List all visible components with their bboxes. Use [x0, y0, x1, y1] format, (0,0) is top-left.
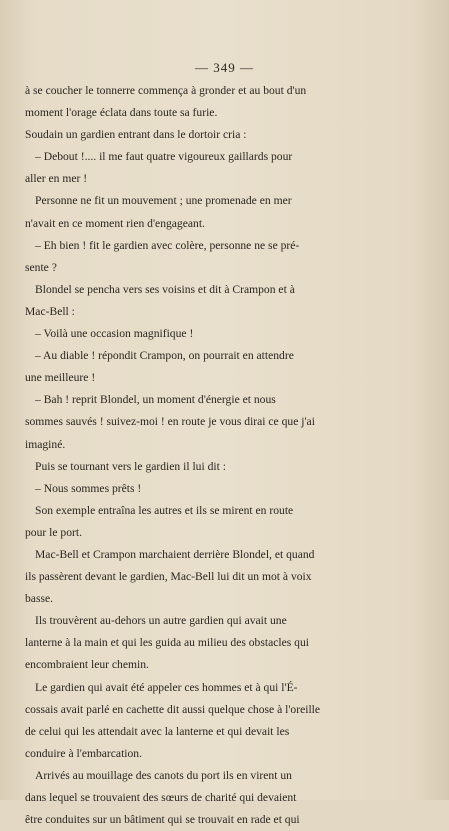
text-line: ils passèrent devant le gardien, Mac-Bell lui dit un mot à voix: [25, 570, 312, 584]
text-line: sommes sauvés ! suivez-moi ! en route je vous dirai ce que j'ai: [25, 415, 315, 429]
text-line: Ils trouvèrent au-dehors un autre gardien qui avait une: [35, 614, 287, 628]
text-line: aller en mer !: [25, 172, 88, 186]
text-line: Son exemple entraîna les autres et ils se mirent en route: [35, 503, 294, 517]
text-line: basse.: [25, 592, 54, 606]
text-line: de celui qui les attendait avec la lanterne et qui devait les: [25, 724, 290, 738]
text-line: dans lequel se trouvaient des sœurs de charité qui devaient: [25, 791, 297, 804]
text-line: – Eh bien ! fit le gardien avec colère, personne ne se pré-: [35, 238, 300, 252]
text-line: Mac-Bell et Crampon marchaient derrière Blondel, et quand: [35, 547, 315, 561]
text-line: sente ?: [25, 260, 57, 274]
text-line: n'avait en ce moment rien d'engageant.: [25, 216, 205, 230]
text-line: – Au diable ! répondit Crampon, on pourrait en attendre: [35, 349, 294, 363]
text-line: – Bah ! reprit Blondel, un moment d'énergie et nous: [35, 393, 276, 407]
text-line: moment l'orage éclata dans toute sa furie.: [25, 106, 218, 120]
text-line: lanterne à la main et qui les guida au milieu des obstacles qui: [25, 636, 309, 650]
text-line: Mac-Bell :: [25, 304, 75, 318]
text-line: Arrivés au mouillage des canots du port ils en virent un: [35, 768, 292, 782]
body-text: [25, 80, 437, 831]
text-line: encombraient leur chemin.: [25, 658, 149, 672]
text-line: Blondel se pencha vers ses voisins et dit à Crampon et à: [35, 282, 295, 296]
text-line: – Voilà une occasion magnifique !: [35, 327, 194, 341]
text-line: – Nous sommes prêts !: [35, 481, 142, 495]
text-line: – Debout !.... il me faut quatre vigoureux gaillards pour: [35, 150, 293, 164]
text-line: être conduites sur un bâtiment qui se trouvait en rade et qui: [25, 813, 300, 827]
page-number: — 349 —: [195, 60, 254, 75]
text-line: conduire à l'embarcation.: [25, 746, 143, 760]
text-line: Personne ne fit un mouvement ; une promenade en mer: [35, 194, 292, 208]
text-line: pour le port.: [25, 525, 82, 539]
text-line: Soudain un gardien entrant dans le dortoir cria :: [25, 128, 247, 142]
text-line: imaginé.: [25, 437, 66, 451]
text-line: une meilleure !: [25, 371, 96, 385]
text-line: à se coucher le tonnerre commença à gronder et au bout d'un: [25, 84, 307, 97]
text-line: Puis se tournant vers le gardien il lui dit :: [35, 459, 226, 473]
text-line: Le gardien qui avait été appeler ces hommes et à qui l'É-: [35, 680, 298, 694]
text-line: cossais avait parlé en cachette dit aussi quelque chose à l'oreille: [25, 702, 321, 716]
